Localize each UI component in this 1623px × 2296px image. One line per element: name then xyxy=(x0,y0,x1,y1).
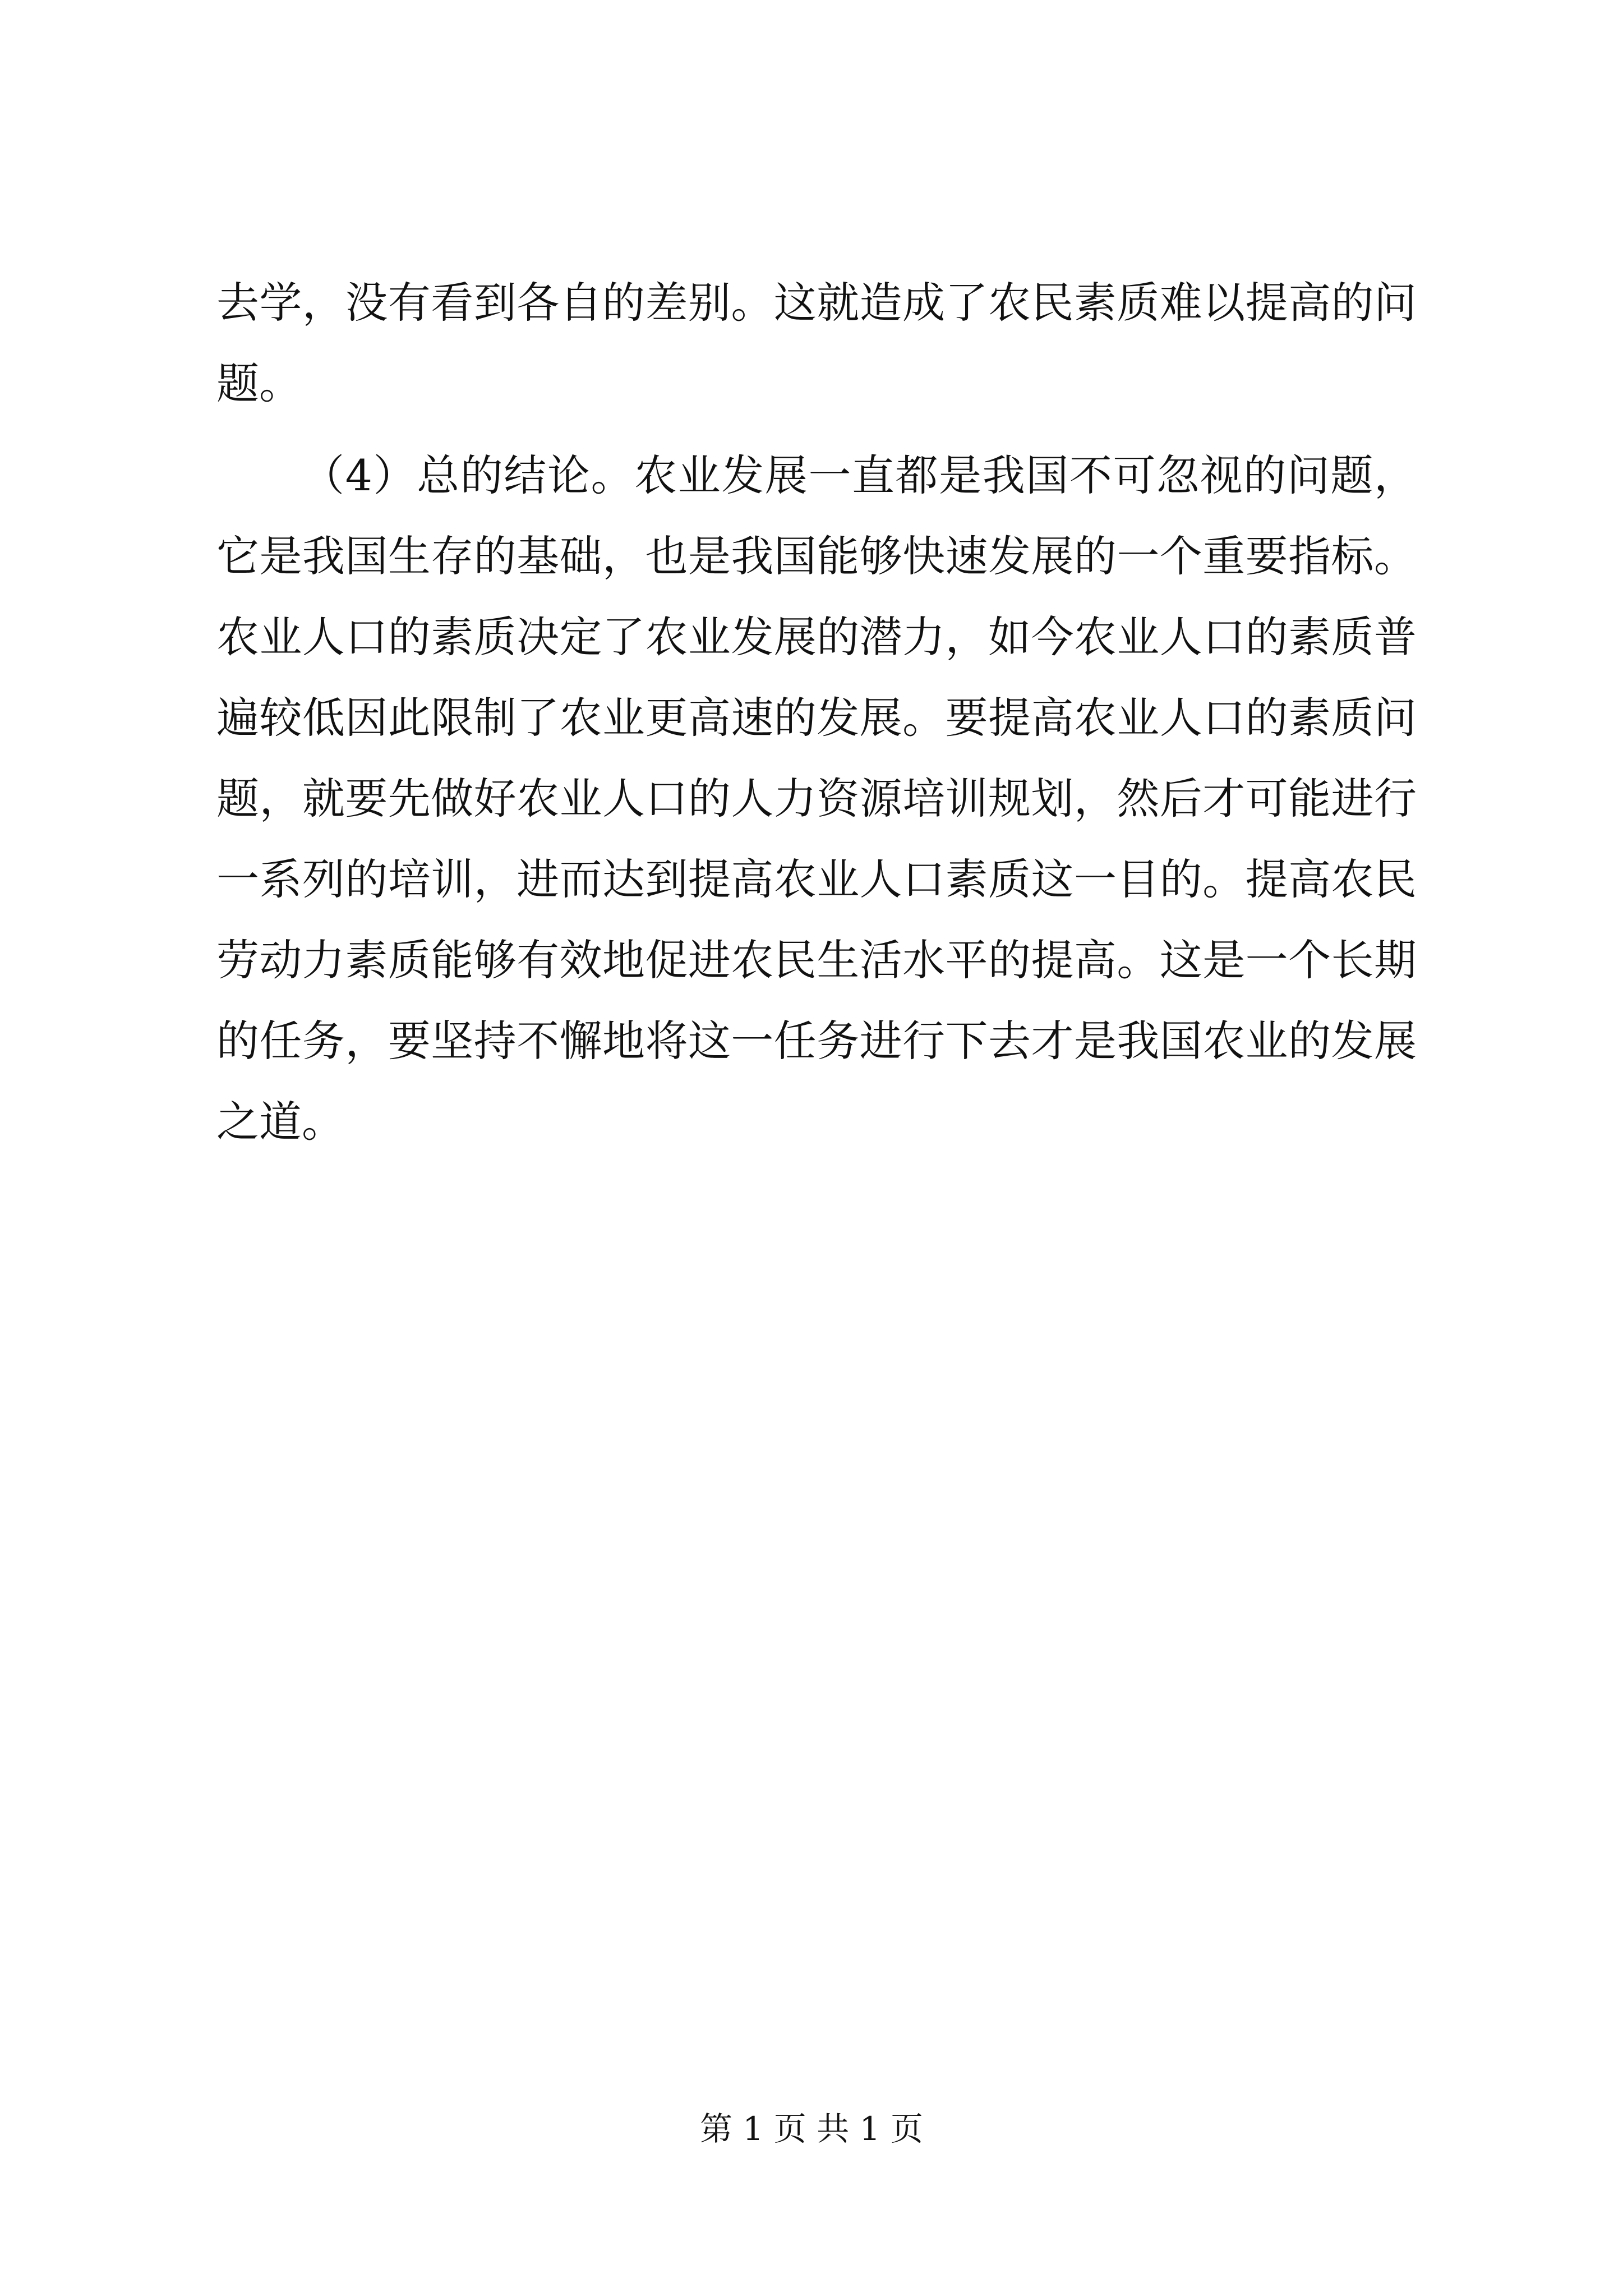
paragraph-line: （4）总的结论。农业发展一直都是我国不可忽视的问题， xyxy=(302,450,1417,500)
paragraph-line: 的任务，要坚持不懈地将这一任务进行下去才是我国农业的发展 xyxy=(216,1016,1417,1066)
continuation-paragraph xyxy=(216,263,1417,424)
paragraph-line: 一系列的培训，进而达到提高农业人口素质这一目的。提高农民 xyxy=(216,854,1417,904)
paragraph-line: 之道。 xyxy=(216,1097,344,1147)
conclusion-paragraph xyxy=(216,435,1417,1162)
paragraph-line: 农业人口的素质决定了农业发展的潜力，如今农业人口的素质普 xyxy=(216,612,1417,662)
document-body xyxy=(216,263,1417,1162)
paragraph-line: 遍较低因此限制了农业更高速的发展。要提高农业人口的素质问 xyxy=(216,693,1417,743)
paragraph-line: 劳动力素质能够有效地促进农民生活水平的提高。这是一个长期 xyxy=(216,935,1417,985)
paragraph-line: 去学，没有看到各自的差别。这就造成了农民素质难以提高的问 xyxy=(216,278,1417,328)
paragraph-line: 它是我国生存的基础，也是我国能够快速发展的一个重要指标。 xyxy=(216,531,1417,581)
paragraph-line: 题，就要先做好农业人口的人力资源培训规划，然后才可能进行 xyxy=(216,774,1417,823)
page-number-footer: 第 1 页 共 1 页 xyxy=(700,2110,923,2148)
paragraph-line: 题。 xyxy=(216,358,302,408)
